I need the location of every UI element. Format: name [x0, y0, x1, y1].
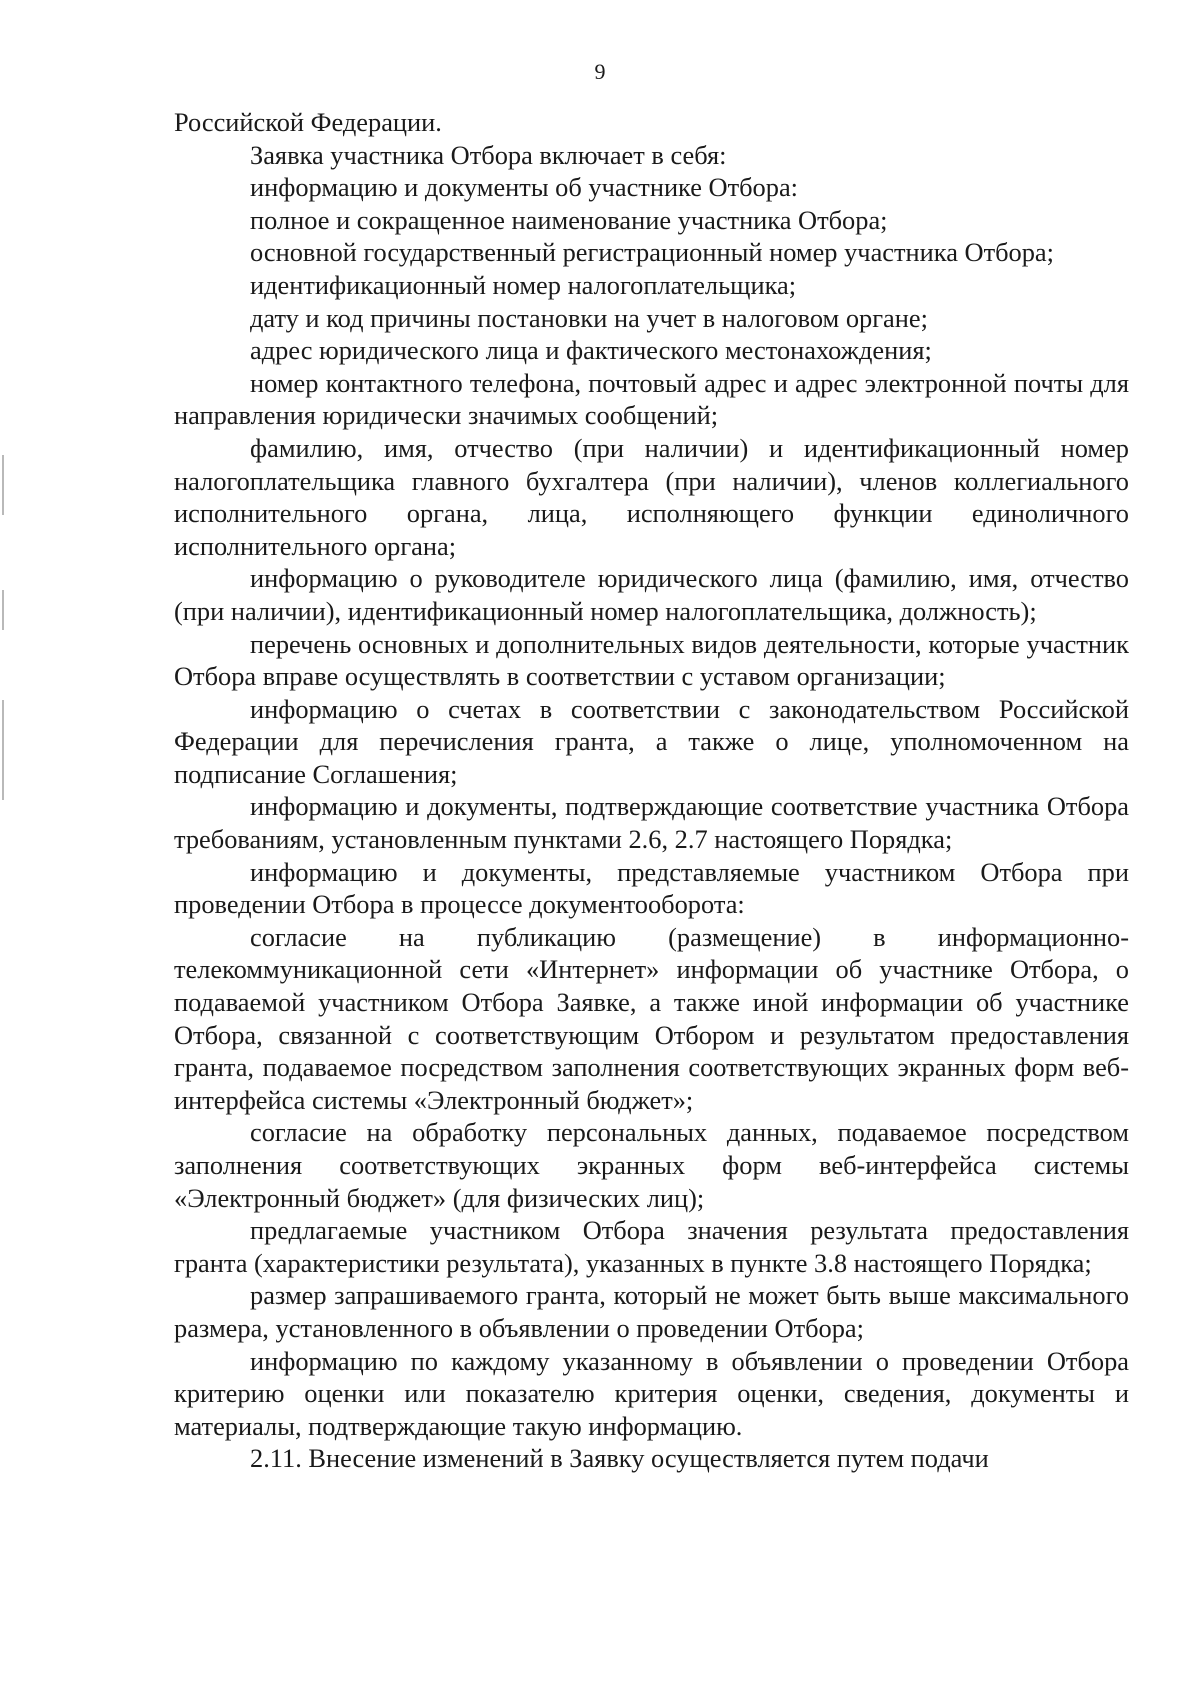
paragraph: основной государственный регистрационный номер участника Отбора;	[250, 237, 1054, 268]
scan-edge-mark	[2, 455, 4, 515]
paragraph: размер запрашиваемого гранта, который не может быть выше максимального размера, установленного в объявлении о проведении Отбора;	[174, 1280, 1129, 1343]
paragraph: перечень основных и дополнительных видов деятельности, которые участник Отбора вправе осуществлять в соответствии с уставом организации;	[174, 628, 1129, 692]
paragraph: согласие на публикацию (размещение) в информационно-телекоммуникационной сети «Интернет» информации об участнике Отбора, о подаваемой участником Отбора Заявке, а также иной информации об участнике Отбора, связанной с соответствующим Отбором и результатом предоставления гранта, подаваемое посредством заполнения соответствующих экранных форм веб-интерфейса системы «Электронный бюджет»;	[174, 921, 1129, 1115]
scan-edge-mark	[2, 590, 4, 630]
page-number: 9	[594, 59, 606, 84]
paragraph: полное и сокращенное наименование участника Отбора;	[250, 204, 888, 235]
paragraph: информацию о счетах в соответствии с законодательством Российской Федерации для перечисления гранта, а также о лице, уполномоченном на подписание Соглашения;	[174, 693, 1129, 789]
paragraph: фамилию, имя, отчество (при наличии) и идентификационный номер налогоплательщика главного бухгалтера (при наличии), членов коллегиального исполнительного органа, лица, исполняющего функции единоличного исполнительного органа;	[174, 432, 1129, 561]
paragraph: Российской Федерации.	[174, 107, 442, 137]
paragraph: информацию и документы, представляемые участником Отбора при проведении Отбора в процессе документооборота:	[174, 856, 1129, 920]
scan-edge-mark	[2, 700, 4, 800]
paragraph: информацию о руководителе юридического лица (фамилию, имя, отчество (при наличии), идентификационный номер налогоплательщика, должность);	[174, 563, 1129, 626]
document-body	[174, 106, 1129, 1475]
paragraph: информацию и документы, подтверждающие соответствие участника Отбора требованиям, установленным пунктами 2.6, 2.7 настоящего Порядка;	[174, 791, 1129, 855]
paragraph: дату и код причины постановки на учет в налоговом органе;	[250, 302, 928, 333]
paragraph: номер контактного телефона, почтовый адрес и адрес электронной почты для направления юридически значимых сообщений;	[174, 367, 1129, 431]
paragraph: Заявка участника Отбора включает в себя:	[250, 139, 727, 170]
paragraph: идентификационный номер налогоплательщика;	[250, 269, 797, 300]
paragraph: информацию и документы об участнике Отбора:	[250, 172, 798, 203]
paragraph: согласие на обработку персональных данных, подаваемое посредством заполнения соответствующих экранных форм веб-интерфейса системы «Электронный бюджет» (для физических лиц);	[174, 1117, 1129, 1213]
paragraph: информацию по каждому указанному в объявлении о проведении Отбора критерию оценки или показателю критерия оценки, сведения, документы и материалы, подтверждающие такую информацию.	[174, 1345, 1129, 1441]
paragraph: адрес юридического лица и фактического местонахождения;	[250, 335, 932, 366]
paragraph: 2.11. Внесение изменений в Заявку осуществляется путем подачи	[250, 1443, 989, 1474]
paragraph: предлагаемые участником Отбора значения результата предоставления гранта (характеристики результата), указанных в пункте 3.8 настоящего Порядка;	[174, 1215, 1129, 1278]
